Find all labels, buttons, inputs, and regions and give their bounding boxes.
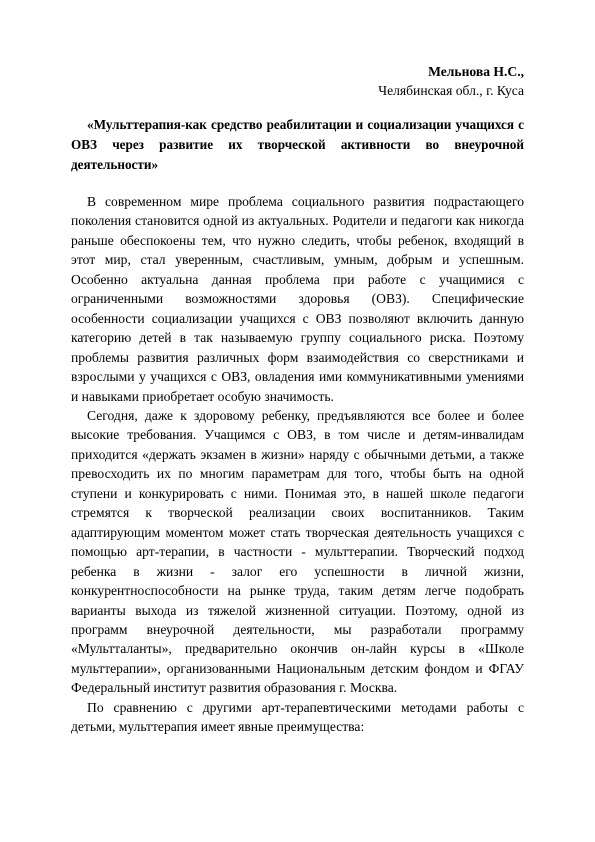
paragraph-3: По сравнению с другими арт-терапевтическими методами работы с детьми, мульттерапия имеет явные преимущества:	[71, 699, 524, 735]
author-block	[71, 62, 524, 100]
paragraph-2: Сегодня, даже к здоровому ребенку, предъявляются все более и более высокие требования. Учащимся с ОВЗ, в том числе и детям-инвалидам приходится «держать экзамен в жизни» наряду с обычными детьми, а также превосходить их по многим параметрам для того, чтобы быть на одной ступени и конкурировать с ними. Понимая это, в нашей школе педагоги стремятся к творческой реализации своих воспитанников. Таким адаптирующим моментом может стать творческая деятельность учащихся с помощью арт-терапии, в частности - мульттерапии. Творческий подход ребенка в жизни - залог его успешности в личной жизни, конкурентноспособности на рынке труда, таким детям легче подобрать варианты выхода из тяжелой жизненной ситуации. Поэтому, одной из программ внеурочной деятельности, мы разработали программу «Мультталанты», предварительно окончив он-лайн курсы в «Школе мульттерапии», организованными Национальным детским фондом и ФГАУ Федеральный институт развития образования г. Москва.	[71, 407, 524, 696]
paragraph-1: В современном мире проблема социального развития подрастающего поколения становится одной из актуальных. Родители и педагоги как никогда раньше обеспокоены тем, что нужно следить, чтобы ребенок, входящий в этот мир, стал уверенным, счастливым, умным, добрым и успешным. Особенно актуальна данная проблема при работе с учащимися с ограниченными возможностями здоровья (ОВЗ). Специфические особенности социализации учащихся с ОВЗ позволяют включить данную категорию детей в так называемую группу социального риска. Поэтому проблемы развития различных форм взаимодействия со сверстниками и взрослыми у учащихся с ОВЗ, овладения ими коммуникативными умениями и навыками приобретает особую значимость.	[71, 194, 524, 404]
author-location: Челябинская обл., г. Куса	[378, 83, 524, 98]
article-title: «Мульттерапия-как средство реабилитации и социализации учащихся с ОВЗ через развитие их творческой активности во внеурочной деятельности»	[71, 117, 524, 172]
author-name: Мельнова Н.С.,	[428, 64, 524, 79]
article-body	[71, 192, 524, 737]
